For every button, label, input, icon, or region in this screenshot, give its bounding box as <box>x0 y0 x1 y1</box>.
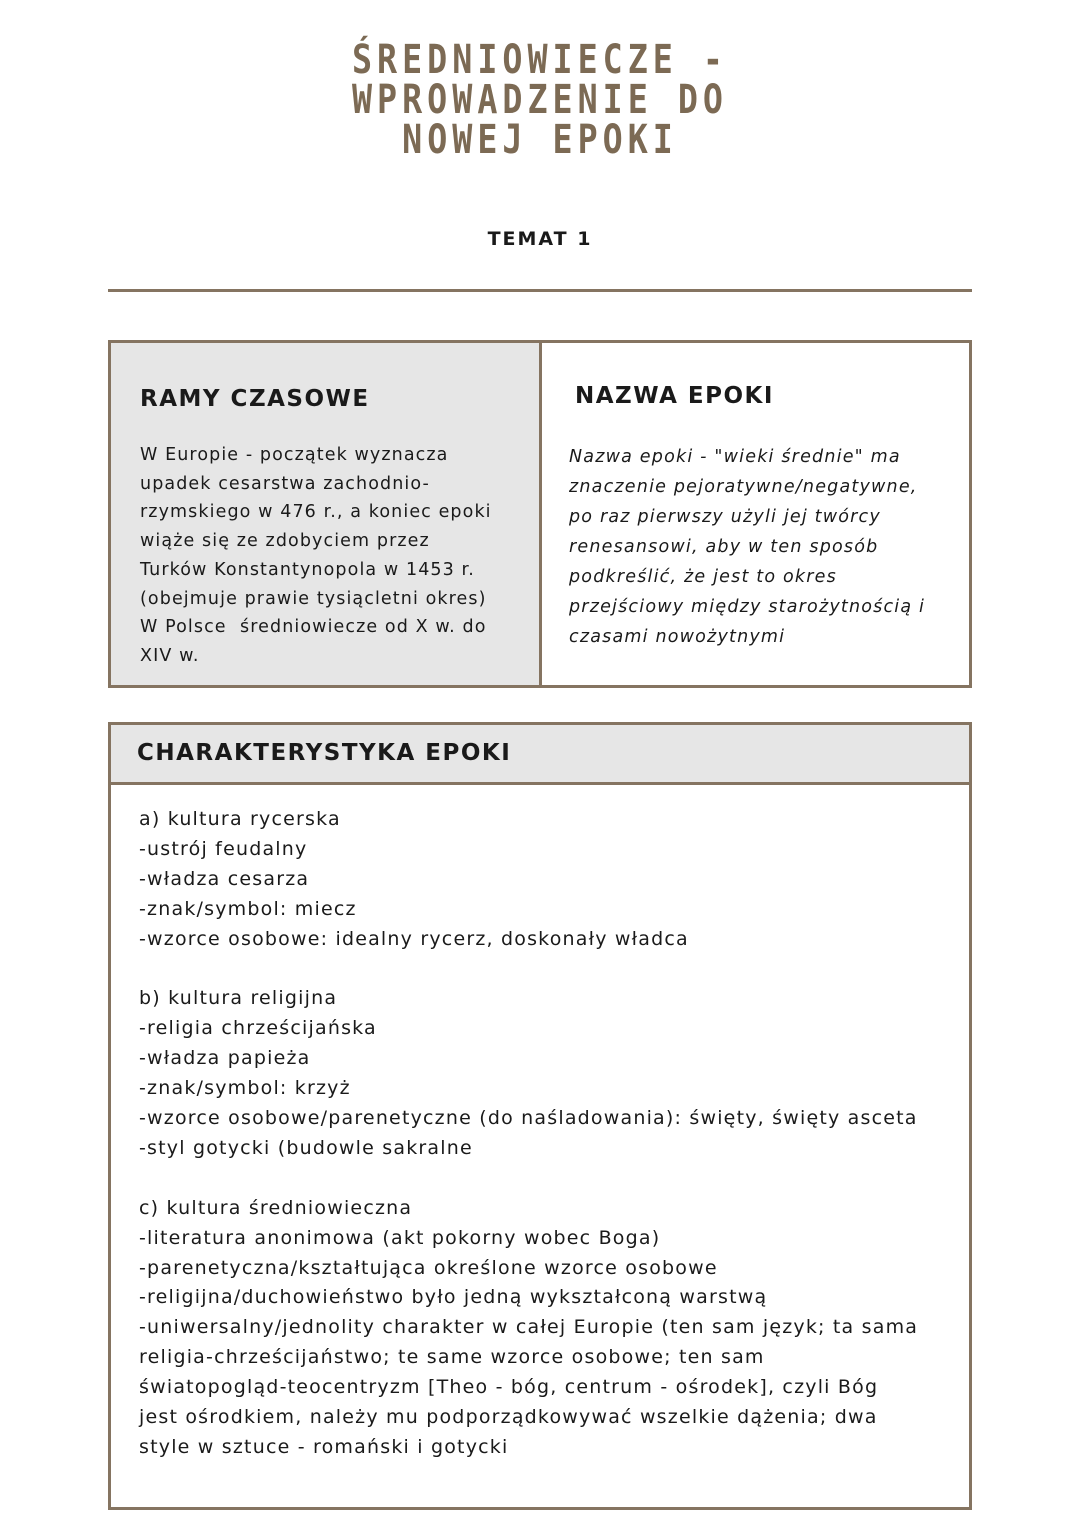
text-line: renesansowi, aby w ten sposób <box>569 537 879 557</box>
nazwa-epoki-panel <box>542 343 969 685</box>
ramy-czasowe-text <box>140 441 520 671</box>
section-heading: c) kultura średniowieczna <box>139 1196 413 1219</box>
nazwa-epoki-heading: NAZWA EPOKI <box>575 383 774 409</box>
title-line: ŚREDNIOWIECZE - <box>351 37 729 83</box>
list-item: -religijna/duchowieństwo było jedną wykształconą warstwą <box>139 1286 768 1309</box>
list-item: -znak/symbol: krzyż <box>139 1077 351 1100</box>
list-item: -parenetyczna/kształtująca określone wzorce osobowe <box>139 1256 718 1279</box>
section-heading: a) kultura rycerska <box>139 808 341 830</box>
title-line: WPROWADZENIE DO <box>351 77 729 123</box>
charakterystyka-text <box>139 805 949 1463</box>
text-line: czasami nowożytnymi <box>569 627 786 647</box>
text-line: W Polsce średniowiecze od X w. do <box>140 617 487 638</box>
section-heading: b) kultura religijna <box>139 987 338 1010</box>
title-line: NOWEJ EPOKI <box>402 117 678 163</box>
list-item: -literatura anonimowa (akt pokorny wobec Boga) <box>139 1226 661 1249</box>
text-line: podkreślić, że jest to okres <box>569 567 837 587</box>
list-item: jest ośrodkiem, należy mu podporządkowywać wszelkie dążenia; dwa <box>139 1406 878 1429</box>
text-line: Turków Konstantynopola w 1453 r. <box>140 559 475 580</box>
list-item: -wzorce osobowe/parenetyczne (do naśladowania): święty, święty asceta <box>139 1107 918 1130</box>
charakterystyka-header <box>111 725 969 785</box>
text-line: przejściowy między starożytnością i <box>569 597 926 617</box>
list-item: -władza cesarza <box>139 867 310 890</box>
list-item: -władza papieża <box>139 1047 311 1070</box>
text-line: rzymskiego w 476 r., a koniec epoki <box>140 502 492 523</box>
list-item: -religia chrześcijańska <box>139 1017 377 1040</box>
info-box <box>108 340 972 688</box>
charakterystyka-box <box>108 722 972 1510</box>
list-item: style w sztuce - romański i gotycki <box>139 1436 509 1458</box>
ramy-czasowe-panel <box>111 343 542 685</box>
text-line: wiąże się ze zdobyciem przez <box>140 531 430 552</box>
page-title <box>54 37 1026 163</box>
text-line: XIV w. <box>140 645 200 666</box>
list-item: -styl gotycki (budowle sakralne <box>139 1136 473 1159</box>
text-line: po raz pierwszy użyli jej twórcy <box>569 507 881 527</box>
text-line: Nazwa epoki - "wieki średnie" ma <box>569 447 901 467</box>
nazwa-epoki-text <box>569 442 959 652</box>
list-item: -ustrój feudalny <box>139 837 308 860</box>
text-line: (obejmuje prawie tysiącletni okres) <box>140 588 487 609</box>
list-item: -wzorce osobowe: idealny rycerz, doskonały władca <box>139 927 689 950</box>
list-item: światopogląd-teocentryzm [Theo - bóg, centrum - ośrodek], czyli Bóg <box>139 1376 879 1399</box>
text-line: upadek cesarstwa zachodnio- <box>140 473 430 494</box>
charakterystyka-heading: CHARAKTERYSTYKA EPOKI <box>137 740 512 766</box>
topic-label: TEMAT 1 <box>487 228 593 250</box>
text-line: znaczenie pejoratywne/negatywne, <box>569 477 918 497</box>
list-item: religia-chrześcijaństwo; te same wzorce osobowe; ten sam <box>139 1346 765 1369</box>
ramy-czasowe-heading: RAMY CZASOWE <box>140 386 370 412</box>
list-item: -znak/symbol: miecz <box>139 897 357 920</box>
header-divider <box>108 289 972 292</box>
text-line: W Europie - początek wyznacza <box>140 445 449 465</box>
list-item: -uniwersalny/jednolity charakter w całej Europie (ten sam język; ta sama <box>139 1316 919 1339</box>
